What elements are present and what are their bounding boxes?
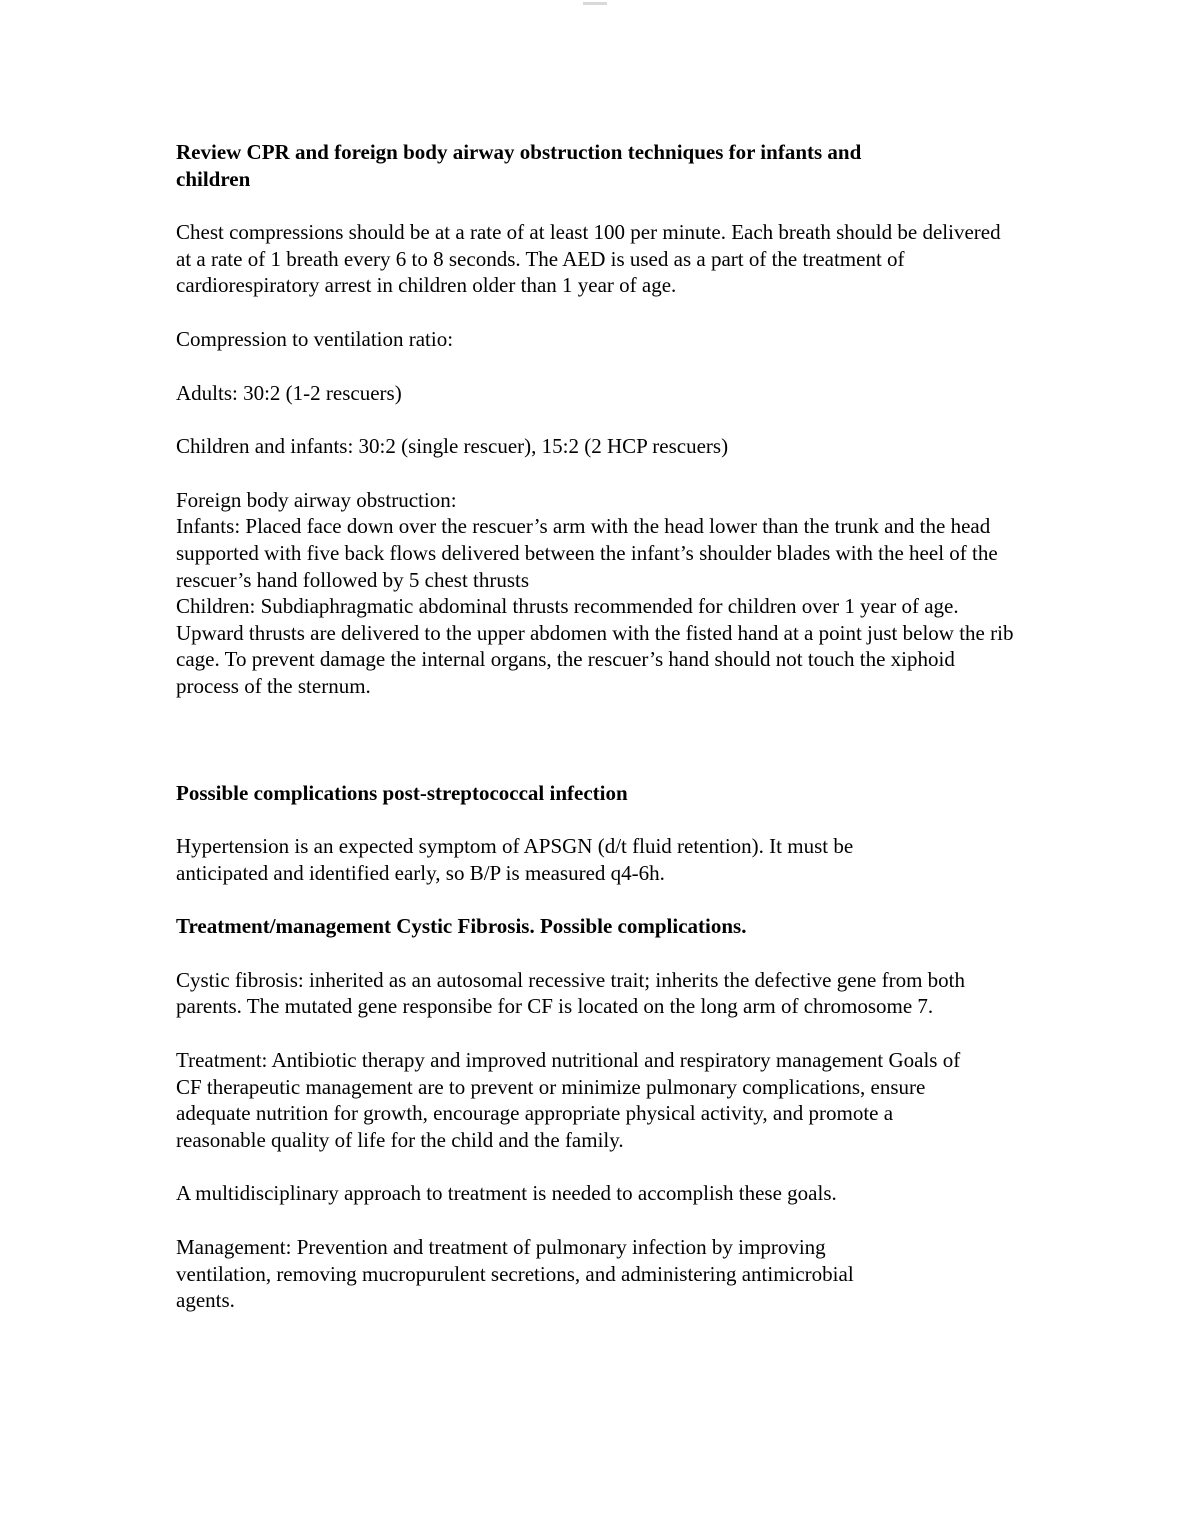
fbao-infants: Infants: Placed face down over the rescuer’s arm with the head lower than the trunk and the head supported with five back flows delivered between the infant’s shoulder blades with the heel of the rescuer’s hand followed by 5 chest thrusts [176, 514, 998, 592]
fbao-title: Foreign body airway obstruction: [176, 487, 457, 512]
paragraph-hypertension: Hypertension is an expected symptom of APSGN (d/t fluid retention). It must be anticipated and identified early, so B/P is measured q4-6h. [176, 834, 854, 885]
section-gap [176, 700, 1016, 780]
section-heading-cpr: Review CPR and foreign body airway obstruction techniques for infants and children [176, 140, 862, 191]
paragraph-cf-treatment: Treatment: Antibiotic therapy and improved nutritional and respiratory management Goals of CF therapeutic management are to prevent or minimize pulmonary complications, ensure adequate nutrition for growth, encourage appropriate physical activity, and promote a reasonable quality of life for the child and the family. [176, 1048, 961, 1152]
paragraph-cf-multidisciplinary: A multidisciplinary approach to treatment is needed to accomplish these goals. [176, 1181, 837, 1206]
fbao-block [176, 487, 1016, 700]
paragraph-ratio-title: Compression to ventilation ratio: [176, 326, 454, 351]
section-heading-post-strep: Possible complications post-streptococcal infection [176, 780, 628, 805]
paragraph-cf-inheritance: Cystic fibrosis: inherited as an autosomal recessive trait; inherits the defective gene from both parents. The mutated gene responsibe for CF is located on the long arm of chromosome 7. [176, 967, 966, 1019]
paragraph-children-ratio: Children and infants: 30:2 (single rescuer), 15:2 (2 HCP rescuers) [176, 434, 729, 459]
paragraph-adults-ratio: Adults: 30:2 (1-2 rescuers) [176, 380, 402, 405]
document-body [176, 139, 1016, 1341]
section-heading-cystic-fibrosis: Treatment/management Cystic Fibrosis. Possible complications. [176, 914, 747, 939]
paragraph-cf-management: Management: Prevention and treatment of pulmonary infection by improving ventilation, removing mucropurulent secretions, and administering antimicrobial agents. [176, 1235, 854, 1313]
fbao-children: Children: Subdiaphragmatic abdominal thrusts recommended for children over 1 year of age. Upward thrusts are delivered to the upper abdomen with the fisted hand at a point just below the rib cage. To prevent damage the internal organs, the rescuer’s hand should not touch the xiphoid process of the sternum. [176, 594, 1014, 698]
paragraph-chest-compressions: Chest compressions should be at a rate of at least 100 per minute. Each breath should be delivered at a rate of 1 breath every 6 to 8 seconds. The AED is used as a part of the treatment of cardiorespiratory arrest in children older than 1 year of age. [176, 220, 1001, 298]
page-header-marker [583, 2, 607, 5]
